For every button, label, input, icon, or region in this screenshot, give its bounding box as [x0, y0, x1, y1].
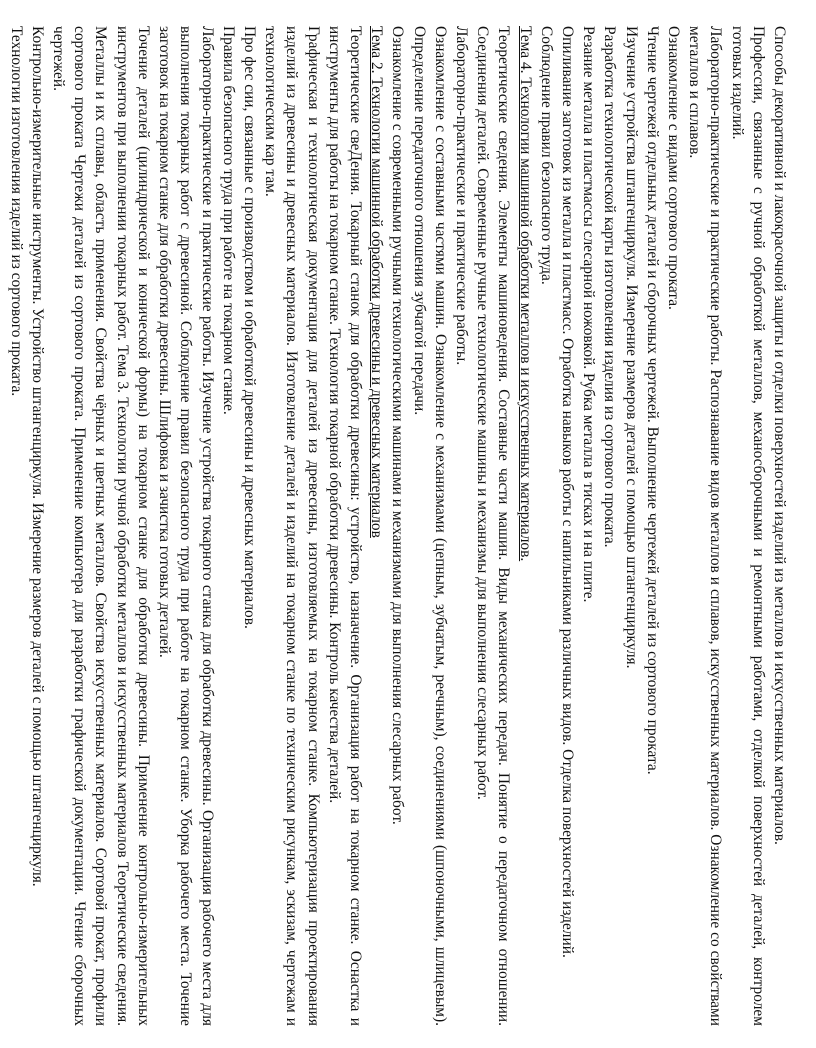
- paragraph: Изучение устройства штангенциркуля. Измерение размеров деталей с помощью штангенциркуля.: [622, 26, 640, 669]
- paragraph: Резание металла и пластмассы слесарной ножовкой. Рубка металла в тисках и на плите.: [580, 26, 598, 603]
- paragraph: Соблюдение правил безопасного труда.: [537, 26, 555, 285]
- paragraph: Разработка технологической карты изготовления изделия из сортового проката.: [601, 26, 619, 548]
- paragraph: Лабораторно-практические и практические работы. Распознавание видов металлов и сплавов, искусственных материалов. Ознакомление со свойствами металлов и сплавов.: [686, 26, 725, 1026]
- paragraph: Ознакомление с составными частями машин. Ознакомление с механизмами (цепным, зубчатым, реечным), соединениями (шпоночными, шлицевым). Определение передаточного отношения зубчатой передачи.: [410, 26, 449, 1026]
- paragraph: Опиливание заготовок из металла и пластмасс. Отработка навыков работы с напильниками различных видов. Отделка поверхностей изделий.: [558, 26, 576, 958]
- paragraph: Теоретические свеДения. Токарный станок для обработки древесины: устройство, назначение. Организация работ на токарном станке. Оснастка и инструменты для работы на токарном станке. Технология токарной обработки древесины. Контроль качества деталей.: [325, 26, 364, 1026]
- paragraph: Лабораторно-практические и практические работы. Изучение устройства токарного станка для обработки древесины. Организация рабочего места для выполнения токарных работ с древесиной. Соблюдение правил безопасного труда при работе на токарном станке. Уборка рабочего места. Точение заготовок на токарном станке для обработки древесины. Шлифовка и зачистка готовых деталей.: [156, 26, 216, 1026]
- paragraph: Графическая и технологическая документация для деталей из древесины, изготовляемых на токарном станке. Компьютеризация проектирования изделий из древесины и древесных материалов. Изготовление деталей и изделий на токарном станке по техническим рисункам, эскизам, чертежам и технологическим кар там.: [262, 26, 322, 1026]
- paragraph: Про фес сии, связанные с производством и обработкой древесины и древесных материалов.: [240, 26, 258, 629]
- paragraph: Лабораторно-практические и практические работы.: [452, 26, 470, 366]
- paragraph: Профессии, связанные с ручной обработкой металлов, механосборочными и ремонтными работами, отделкой поверхностей деталей, контролем готовых изделий.: [728, 26, 767, 1026]
- paragraph: Технологии изготовления изделий из сортового проката.: [7, 26, 25, 397]
- paragraph: Ознакомление с современными ручными технологическими машинами и механизмами для выполнения слесарных работ.: [389, 26, 407, 825]
- topic-heading: Тема 4. Технологии машинной обработки металлов и искусственных материалов.: [516, 26, 534, 562]
- paragraph: Правила безопасного труда при работе на токарном станке.: [219, 26, 237, 415]
- document-page: [7, 26, 790, 1026]
- paragraph: Точение деталей (цилиндрической и конической формы) на токарном станке для обработки древесины. Применение контрольно-измерительных инструментов при выполнении токарных работ. Тема 3. Технологии ручной обработки металлов и искусственных материалов Теоретические сведения. Металлы и их сплавы, область применения. Свойства чёрных и цветных металлов. Свойства искусственных материалов. Сортовой прокат, профили сортового проката Чертежи деталей из сортового проката. Применение компьютера для разработки графической документации. Чтение сборочных чертежей.: [50, 26, 152, 1026]
- paragraph: Способы декоративной и лакокрасочной защиты и отделки поверхностей изделий из металлов и искусственных материалов.: [771, 26, 788, 845]
- paragraph: Контрольно-измерительные инструменты. Устройство штангенциркуля. Измерение размеров деталей с помощью штангенциркуля.: [28, 26, 46, 887]
- topic-heading: Тема 2. Технологии машинной обработки древесины и древесных материалов: [368, 26, 386, 538]
- paragraph: Теоретические сведения. Элементы машиноведения. Составные части машин. Виды механических передач. Понятие о передаточном отношении. Соединения деталей. Современные ручные технологические машины и механизмы для выполнения слесарных работ.: [474, 26, 513, 1026]
- paragraph: Чтение чертежей отдельных деталей и сборочных чертежей. Выполнение чертежей деталей из сортового проката.: [643, 26, 661, 775]
- paragraph: Ознакомление с видами сортового проката.: [664, 26, 682, 310]
